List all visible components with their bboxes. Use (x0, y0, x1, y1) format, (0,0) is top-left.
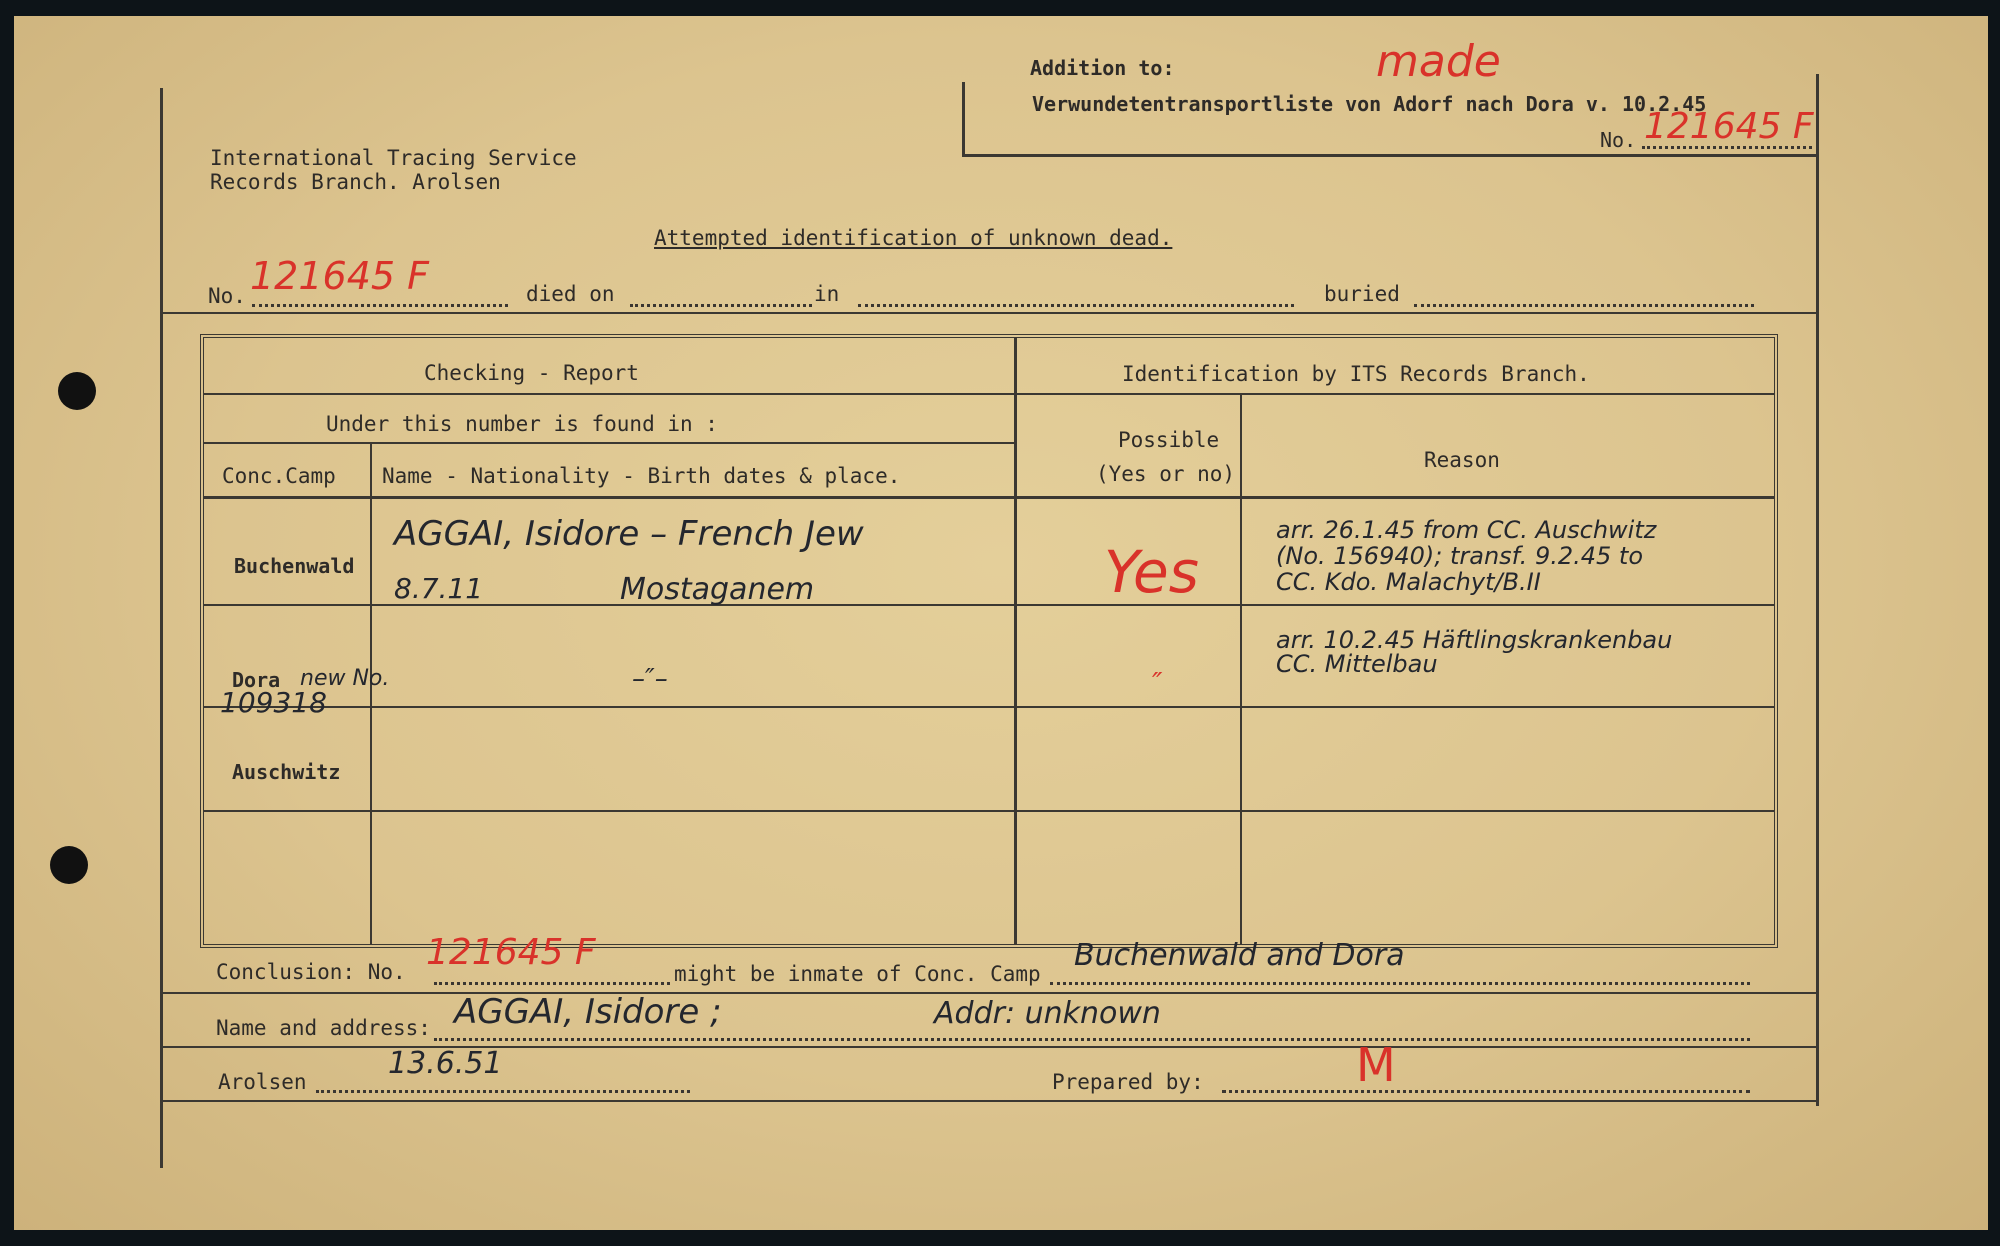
prepared-by-initial: M (1356, 1038, 1396, 1092)
conclusion-number: 121645 F (426, 932, 596, 973)
row-camp-dora: Dora (232, 668, 281, 692)
found-in-header: Under this number is found in : (326, 412, 718, 436)
form-title: Attempted identification of unknown dead. (654, 226, 1173, 250)
organization-name: International Tracing Service (210, 146, 577, 170)
identification-header: Identification by ITS Records Branch. (1122, 362, 1590, 386)
place-dots (316, 1090, 690, 1093)
prepared-by-dots (1222, 1090, 1750, 1093)
row-reason-line: CC. Mittelbau (1276, 650, 1438, 678)
in-dots (858, 304, 1294, 307)
addition-handwritten-word: made (1376, 36, 1501, 87)
row-camp-buchenwald: Buchenwald (234, 554, 355, 578)
record-number: 121645 F (250, 254, 429, 298)
column-name-nationality: Name - Nationality - Birth dates & place. (382, 464, 901, 488)
row-reason-line: CC. Kdo. Malachyt/B.II (1276, 568, 1541, 596)
column-conc-camp: Conc.Camp (222, 464, 336, 488)
row-reason-line: (No. 156940); transf. 9.2.45 to (1276, 542, 1643, 570)
footer-rule (162, 1100, 1818, 1102)
punch-hole (50, 846, 88, 884)
addition-box-left (962, 82, 965, 156)
conclusion-no-dots (434, 982, 670, 985)
conclusion-mid-label: might be inmate of Conc. Camp (674, 962, 1041, 986)
row-name: AGGAI, Isidore – French Jew (394, 514, 864, 554)
row-camp-number: 109318 (220, 686, 327, 719)
column-possible-sub: (Yes or no) (1096, 462, 1236, 486)
row-birth-place: Mostaganem (620, 572, 815, 607)
place-label: Arolsen (218, 1070, 307, 1094)
buried-dots (1414, 304, 1754, 307)
name-address-dots (434, 1038, 1750, 1041)
addition-box-bottom (962, 154, 1818, 157)
prepared-by-label: Prepared by: (1052, 1070, 1204, 1094)
column-possible: Possible (1118, 428, 1220, 452)
date-value: 13.6.51 (388, 1046, 503, 1081)
record-no-dots (252, 304, 508, 307)
addition-number: 121645 F (1644, 106, 1814, 147)
row-camp-auschwitz: Auschwitz (232, 760, 341, 784)
conclusion-label: Conclusion: No. (216, 960, 406, 984)
conclusion-camps: Buchenwald and Dora (1074, 938, 1405, 973)
checking-report-header: Checking - Report (424, 361, 639, 385)
buried-label: buried (1324, 282, 1400, 306)
column-reason: Reason (1424, 448, 1500, 472)
died-on-label: died on (526, 282, 615, 306)
record-card (14, 16, 1988, 1230)
in-label: in (814, 282, 840, 306)
addition-no-label: No. (1600, 128, 1637, 152)
addition-list-name: Verwundetentransportliste von Adorf nach Dora v. 10.2.45 (1032, 92, 1707, 116)
name-address-addr: Addr: unknown (934, 996, 1161, 1031)
row-camp-note: new No. (300, 666, 390, 691)
margin-line (160, 88, 163, 1168)
name-address-label: Name and address: (216, 1016, 431, 1040)
row-reason-line: arr. 10.2.45 Häftlingskrankenbau (1276, 626, 1673, 654)
row-reason-line: arr. 26.1.45 from CC. Auschwitz (1276, 516, 1657, 544)
row-birth-date: 8.7.11 (394, 572, 484, 605)
right-edge-line (1816, 74, 1819, 1106)
record-no-label: No. (208, 284, 246, 308)
row-ditto: –″– (632, 664, 668, 694)
addition-title: Addition to: (1030, 56, 1175, 80)
organization-branch: Records Branch. Arolsen (210, 170, 501, 194)
record-row-rule (162, 312, 1818, 314)
row-possible-yes: Yes (1104, 538, 1199, 606)
conclusion-rule (162, 992, 1818, 994)
name-address-name: AGGAI, Isidore ; (454, 992, 722, 1032)
conclusion-camp-dots (1050, 982, 1750, 985)
punch-hole (58, 372, 96, 410)
row-possible-ditto: ″ (1152, 666, 1163, 699)
died-on-dots (630, 304, 812, 307)
